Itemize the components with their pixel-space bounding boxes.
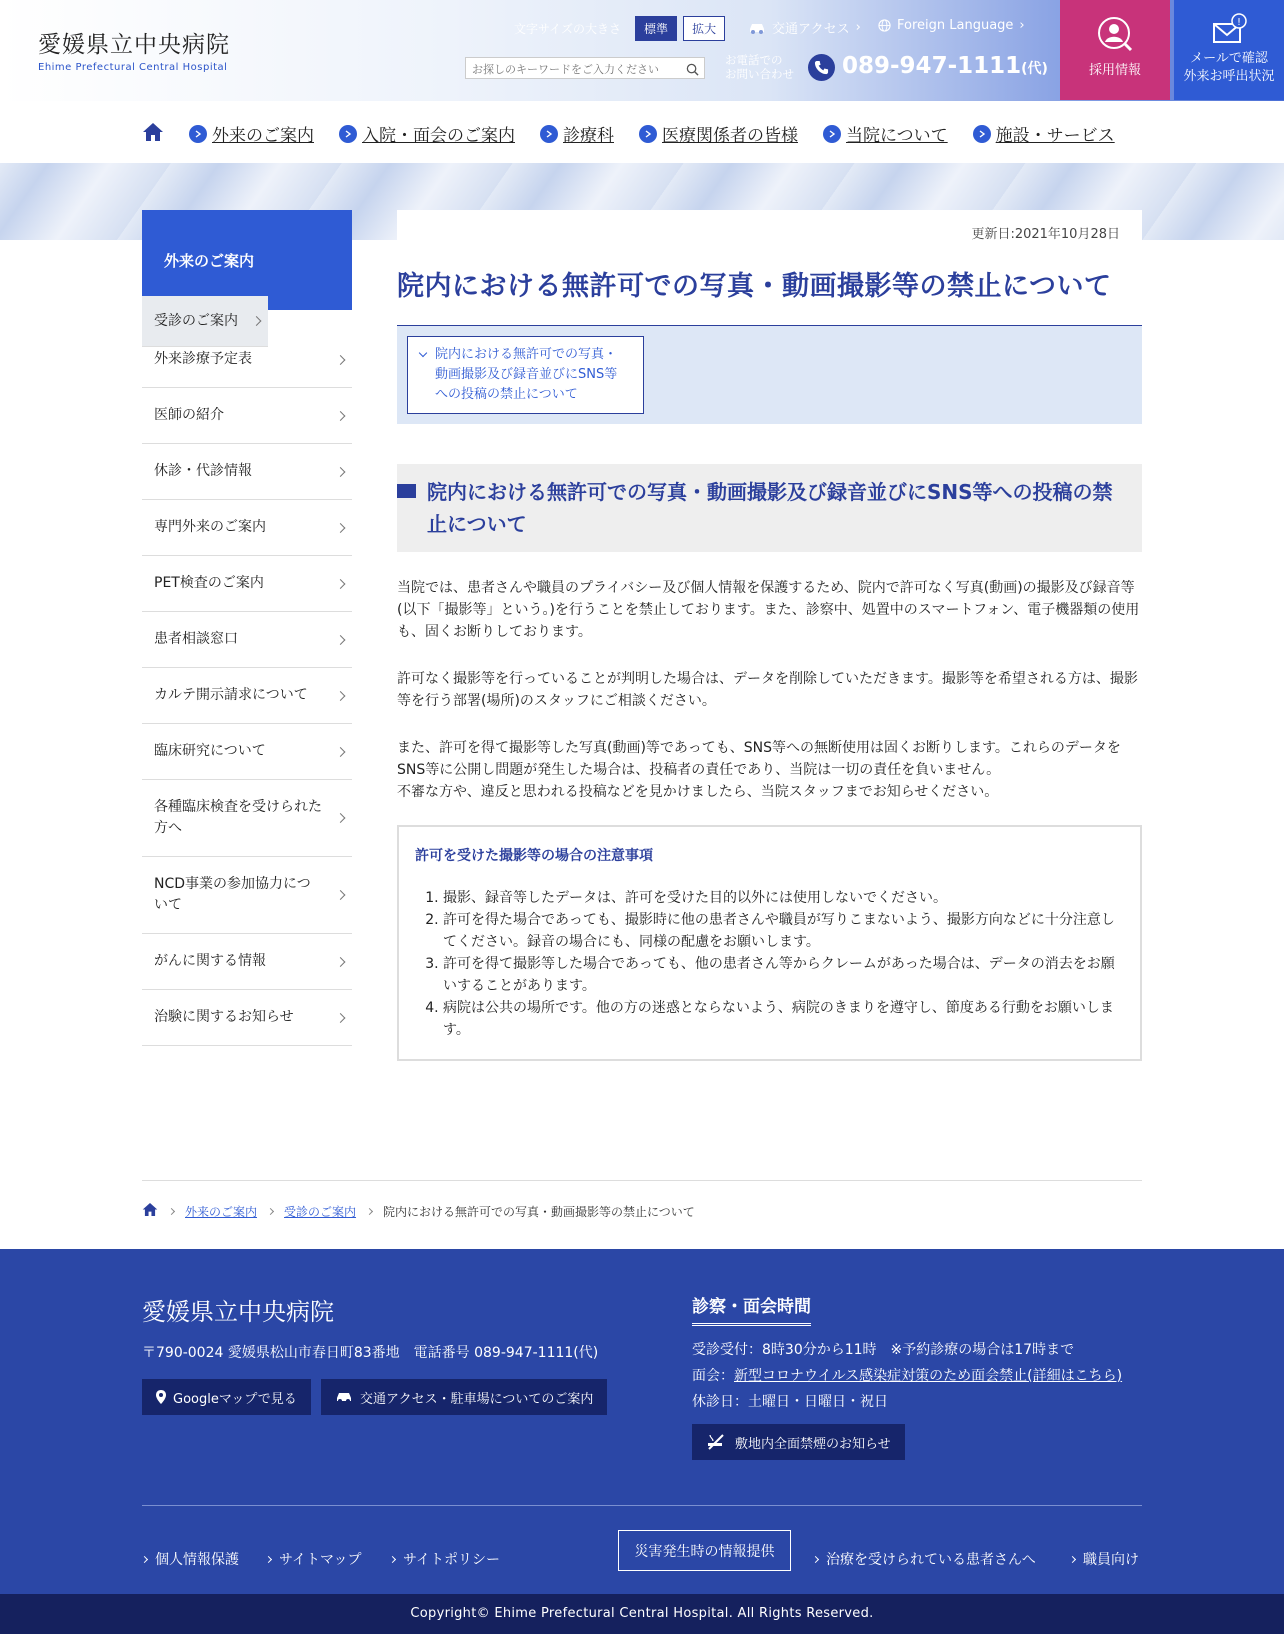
chevron-circle-icon	[973, 125, 991, 143]
hours-closed: 休診日：土曜日・日曜日・祝日	[692, 1394, 888, 1410]
no-smoking-button[interactable]	[692, 1424, 905, 1460]
svg-text:!: !	[1236, 17, 1242, 28]
chevron-right-icon	[366, 1207, 373, 1214]
footer-link-label: 個人情報保護	[155, 1552, 239, 1568]
section-heading-text: 院内における無許可での写真・動画撮影及び録音並びにSNS等への投稿の禁止について	[427, 480, 1113, 536]
nav-item-label: 施設・サービス	[995, 126, 1115, 146]
chevron-circle-icon	[639, 125, 657, 143]
sidebar-item-label: 治験に関するお知らせ	[154, 1009, 294, 1025]
mail-call-status-button[interactable]	[1174, 0, 1284, 100]
foreign-language-label: Foreign Language	[897, 18, 1014, 33]
chevron-right-icon	[336, 813, 346, 823]
paragraph-sns-line1: また、許可を得て撮影等した写真(動画)等であっても、SNS等への無断使用は固くお断りします。これらのデータをSNS等に公開し問題が発生した場合は、投稿者の責任であり、当院は一切の責任を負いません。	[397, 740, 1121, 778]
nav-item-label: 入院・面会のご案内	[362, 126, 515, 146]
chevron-right-icon	[336, 411, 346, 421]
copyright: Copyright© Ehime Prefectural Central Hospital. All Rights Reserved.	[0, 1594, 1284, 1634]
access-parking-button[interactable]	[321, 1379, 607, 1415]
footer-link-privacy[interactable]	[142, 1549, 239, 1569]
mail-label-line1: メールで確認	[1190, 51, 1268, 66]
chevron-right-icon	[252, 316, 262, 326]
footer-link-label: サイトポリシー	[403, 1552, 501, 1568]
search-input[interactable]	[466, 60, 676, 80]
hours-info	[692, 1337, 1122, 1415]
search-box	[465, 57, 705, 79]
chevron-right-icon	[336, 747, 346, 757]
chevron-right-icon	[141, 1555, 148, 1562]
site-logo[interactable]	[38, 26, 230, 73]
chevron-circle-icon	[339, 125, 357, 143]
chevron-right-icon	[267, 1207, 274, 1214]
google-map-button[interactable]	[142, 1379, 311, 1415]
car-icon	[335, 1391, 353, 1403]
access-link-label: 交通アクセス	[772, 22, 850, 37]
heading-marker	[397, 484, 416, 498]
tel-label-line2: お問い合わせ	[725, 67, 794, 81]
sidebar-item-label: カルテ開示請求について	[154, 687, 308, 703]
breadcrumb-link-outpatient[interactable]: 外来のご案内	[185, 1204, 258, 1219]
sidebar-item-special-outpatient[interactable]	[142, 500, 352, 556]
recruit-label: 採用情報	[1088, 63, 1141, 78]
sidebar-item-label: 受診のご案内	[154, 313, 238, 329]
divider	[142, 1505, 1142, 1506]
section-heading	[397, 464, 1142, 552]
notice-title: 許可を受けた撮影等の場合の注意事項	[415, 848, 653, 864]
sidebar-item-label: がんに関する情報	[154, 953, 266, 969]
list-item: 2. 許可を得た場合であっても、撮影時に他の患者さんや職員が写りこまないよう、撮影方向などに十分注意してください。録音の場合にも、同様の配慮をお願いします。	[443, 909, 1124, 953]
sidebar-item-counseling[interactable]	[142, 612, 352, 668]
chevron-right-icon	[336, 890, 346, 900]
nav-item-facilities[interactable]	[973, 121, 1115, 146]
sidebar-item-label: 各種臨床検査を受けられた方へ	[154, 799, 322, 836]
mail-alert-icon	[1211, 12, 1247, 46]
chevron-right-icon	[336, 467, 346, 477]
site-footer	[0, 1249, 1284, 1594]
sidebar-item-label: 患者相談窓口	[154, 631, 238, 647]
google-map-button-label: Googleマップで見る	[173, 1391, 297, 1407]
tel-number-text: 089-947-1111	[842, 53, 1022, 79]
nav-item-label: 医療関係者の皆様	[662, 126, 798, 146]
chevron-right-icon	[336, 635, 346, 645]
sidebar-item-label: 専門外来のご案内	[154, 519, 266, 535]
main-content	[397, 210, 1142, 1061]
font-size-large-button[interactable]: 拡大	[683, 16, 725, 41]
updated-date: 更新日:2021年10月28日	[971, 227, 1120, 242]
visit-restriction-link[interactable]: 新型コロナウイルス感染症対策のため面会禁止(詳細はこちら)	[734, 1368, 1123, 1384]
footer-link-patients[interactable]	[813, 1549, 1036, 1569]
font-size-switcher	[514, 16, 725, 41]
home-icon[interactable]	[142, 122, 164, 146]
chevron-down-icon	[419, 349, 427, 357]
disaster-info-button[interactable]: 災害発生時の情報提供	[618, 1530, 791, 1571]
footer-link-label: 職員向け	[1083, 1552, 1139, 1568]
map-pin-icon	[156, 1390, 166, 1404]
nav-item-label: 外来のご案内	[212, 126, 314, 146]
chevron-circle-icon	[823, 125, 841, 143]
footer-link-policy[interactable]	[390, 1549, 500, 1569]
list-item: 3. 許可を得て撮影等した場合であっても、他の患者さん等からクレームがあった場合は、データの消去をお願いすることがあります。	[443, 953, 1124, 997]
chevron-right-icon	[168, 1207, 175, 1214]
font-size-standard-button[interactable]: 標準	[635, 16, 677, 41]
search-icon[interactable]	[686, 61, 699, 80]
paragraph-sns-line2: 不審な方や、違反と思われる投稿などを見かけましたら、当院スタッフまでお知らせください。	[397, 784, 999, 800]
list-item: 4. 病院は公共の場所です。他の方の迷惑とならないよう、病院のきまりを遵守し、節度ある行動をお願いします。	[443, 997, 1124, 1041]
footer-hospital-name: 愛媛県立中央病院	[142, 1298, 334, 1326]
chevron-right-icon	[812, 1555, 819, 1562]
hours-reception: 受診受付：8時30分から11時 ※予約診療の場合は17時まで	[692, 1342, 1075, 1358]
nav-item-label: 診療科	[563, 126, 614, 146]
chevron-right-icon: ›	[1019, 18, 1025, 33]
chevron-right-icon	[336, 355, 346, 365]
sidebar	[142, 210, 352, 1046]
sidebar-item-schedule[interactable]	[142, 332, 352, 388]
sidebar-item-label: 休診・代診情報	[154, 463, 252, 479]
sidebar-item-doctors[interactable]	[142, 388, 352, 444]
person-search-icon	[1097, 16, 1133, 52]
tel-suffix: (代)	[1021, 61, 1048, 77]
recruit-button[interactable]	[1060, 0, 1170, 100]
footer-link-label: サイトマップ	[279, 1552, 362, 1568]
sidebar-item-pet[interactable]	[142, 556, 352, 612]
chevron-right-icon	[336, 957, 346, 967]
sidebar-item-ncd[interactable]	[142, 857, 352, 934]
table-of-contents	[397, 326, 1142, 424]
paragraph-deletion: 許可なく撮影等を行っていることが判明した場合は、データを削除していただきます。撮影等を希望される方は、撮影等を行う部署(場所)のスタッフにご相談ください。	[397, 671, 1138, 709]
sidebar-item-cancer[interactable]	[142, 934, 352, 990]
chevron-right-icon: ›	[855, 20, 861, 35]
chevron-right-icon	[1069, 1555, 1076, 1562]
breadcrumb-current: 院内における無許可での写真・動画撮影等の禁止について	[383, 1204, 695, 1219]
footer-link-sitemap[interactable]	[266, 1549, 361, 1569]
tel-label	[725, 53, 794, 81]
tel-label-line1: お電話での	[725, 53, 783, 67]
no-smoking-button-label: 敷地内全面禁煙のお知らせ	[735, 1436, 891, 1452]
nav-item-inpatient[interactable]	[339, 121, 515, 146]
footer-address: 〒790-0024 愛媛県松山市春日町83番地 電話番号 089-947-1111(代)	[142, 1345, 599, 1361]
hours-visit	[692, 1363, 1122, 1389]
hours-title: 診察・面会時間	[692, 1292, 811, 1326]
logo-text-jp: 愛媛県立中央病院	[38, 32, 230, 58]
no-smoking-icon	[706, 1433, 726, 1451]
nav-item-about[interactable]	[823, 121, 948, 146]
nav-item-label: 当院について	[846, 126, 948, 146]
page-title: 院内における無許可での写真・動画撮影等の禁止について	[397, 264, 1142, 326]
access-link[interactable]	[748, 18, 861, 37]
phone-icon	[808, 54, 835, 81]
foreign-language-link[interactable]	[878, 18, 1025, 33]
notice-list	[415, 887, 1124, 1041]
sidebar-item-label: 外来診療予定表	[154, 351, 252, 367]
car-icon	[748, 22, 766, 34]
visit-label: 面会：	[692, 1368, 734, 1384]
breadcrumb-link-consultation[interactable]: 受診のご案内	[284, 1204, 357, 1219]
logo-text-en: Ehime Prefectural Central Hospital	[38, 62, 228, 73]
chevron-circle-icon	[189, 125, 207, 143]
sidebar-item-label: NCD事業の参加協力について	[154, 876, 311, 913]
tel-number[interactable]	[842, 53, 1048, 79]
notice-box	[397, 825, 1142, 1061]
sidebar-item-clinical-research[interactable]	[142, 724, 352, 780]
paragraph-privacy: 当院では、患者さんや職員のプライバシー及び個人情報を保護するため、院内で許可なく写真(動画)の撮影及び録音等(以下「撮影等」という。)を行うことを禁止しております。また、診察中、処置中のスマートフォン、電子機器類の使用も、固くお断りしております。	[397, 580, 1140, 640]
chevron-right-icon	[336, 579, 346, 589]
chevron-circle-icon	[540, 125, 558, 143]
list-item: 1. 撮影、録音等したデータは、許可を受けた目的以外には使用しないでください。	[443, 887, 1124, 909]
nav-item-outpatient[interactable]	[189, 121, 314, 146]
footer-link-label: 治療を受けられている患者さんへ	[826, 1552, 1036, 1568]
global-nav	[0, 101, 1284, 163]
paragraph-sns	[397, 737, 1142, 803]
sidebar-item-label: 臨床研究について	[154, 743, 266, 759]
toc-link[interactable]	[407, 336, 644, 414]
chevron-right-icon	[336, 523, 346, 533]
footer-link-staff[interactable]	[1070, 1549, 1139, 1569]
toc-link-label: 院内における無許可での写真・動画撮影及び録音並びにSNS等への投稿の禁止について	[435, 347, 618, 402]
sidebar-item-closures[interactable]	[142, 444, 352, 500]
home-icon[interactable]	[142, 1202, 158, 1220]
nav-item-departments[interactable]	[540, 121, 614, 146]
sidebar-item-clinical-tests[interactable]	[142, 780, 352, 857]
chevron-right-icon	[336, 691, 346, 701]
divider	[142, 1180, 1142, 1181]
access-parking-button-label: 交通アクセス・駐車場についてのご案内	[360, 1391, 594, 1407]
sidebar-item-records[interactable]	[142, 668, 352, 724]
chevron-right-icon	[389, 1555, 396, 1562]
font-size-label: 文字サイズの大きさ	[514, 22, 622, 36]
sidebar-item-label: PET検査のご案内	[154, 575, 264, 591]
mail-label-line2: 外来お呼出状況	[1183, 69, 1275, 84]
sidebar-item-label: 医師の紹介	[154, 407, 224, 423]
site-header	[0, 0, 1284, 101]
chevron-right-icon	[336, 1013, 346, 1023]
nav-item-medical-professionals[interactable]	[639, 121, 798, 146]
sidebar-item-trials[interactable]	[142, 990, 352, 1046]
sidebar-title: 外来のご案内	[142, 210, 352, 310]
chevron-right-icon	[265, 1555, 272, 1562]
breadcrumb	[142, 1202, 695, 1220]
globe-icon	[878, 19, 891, 32]
